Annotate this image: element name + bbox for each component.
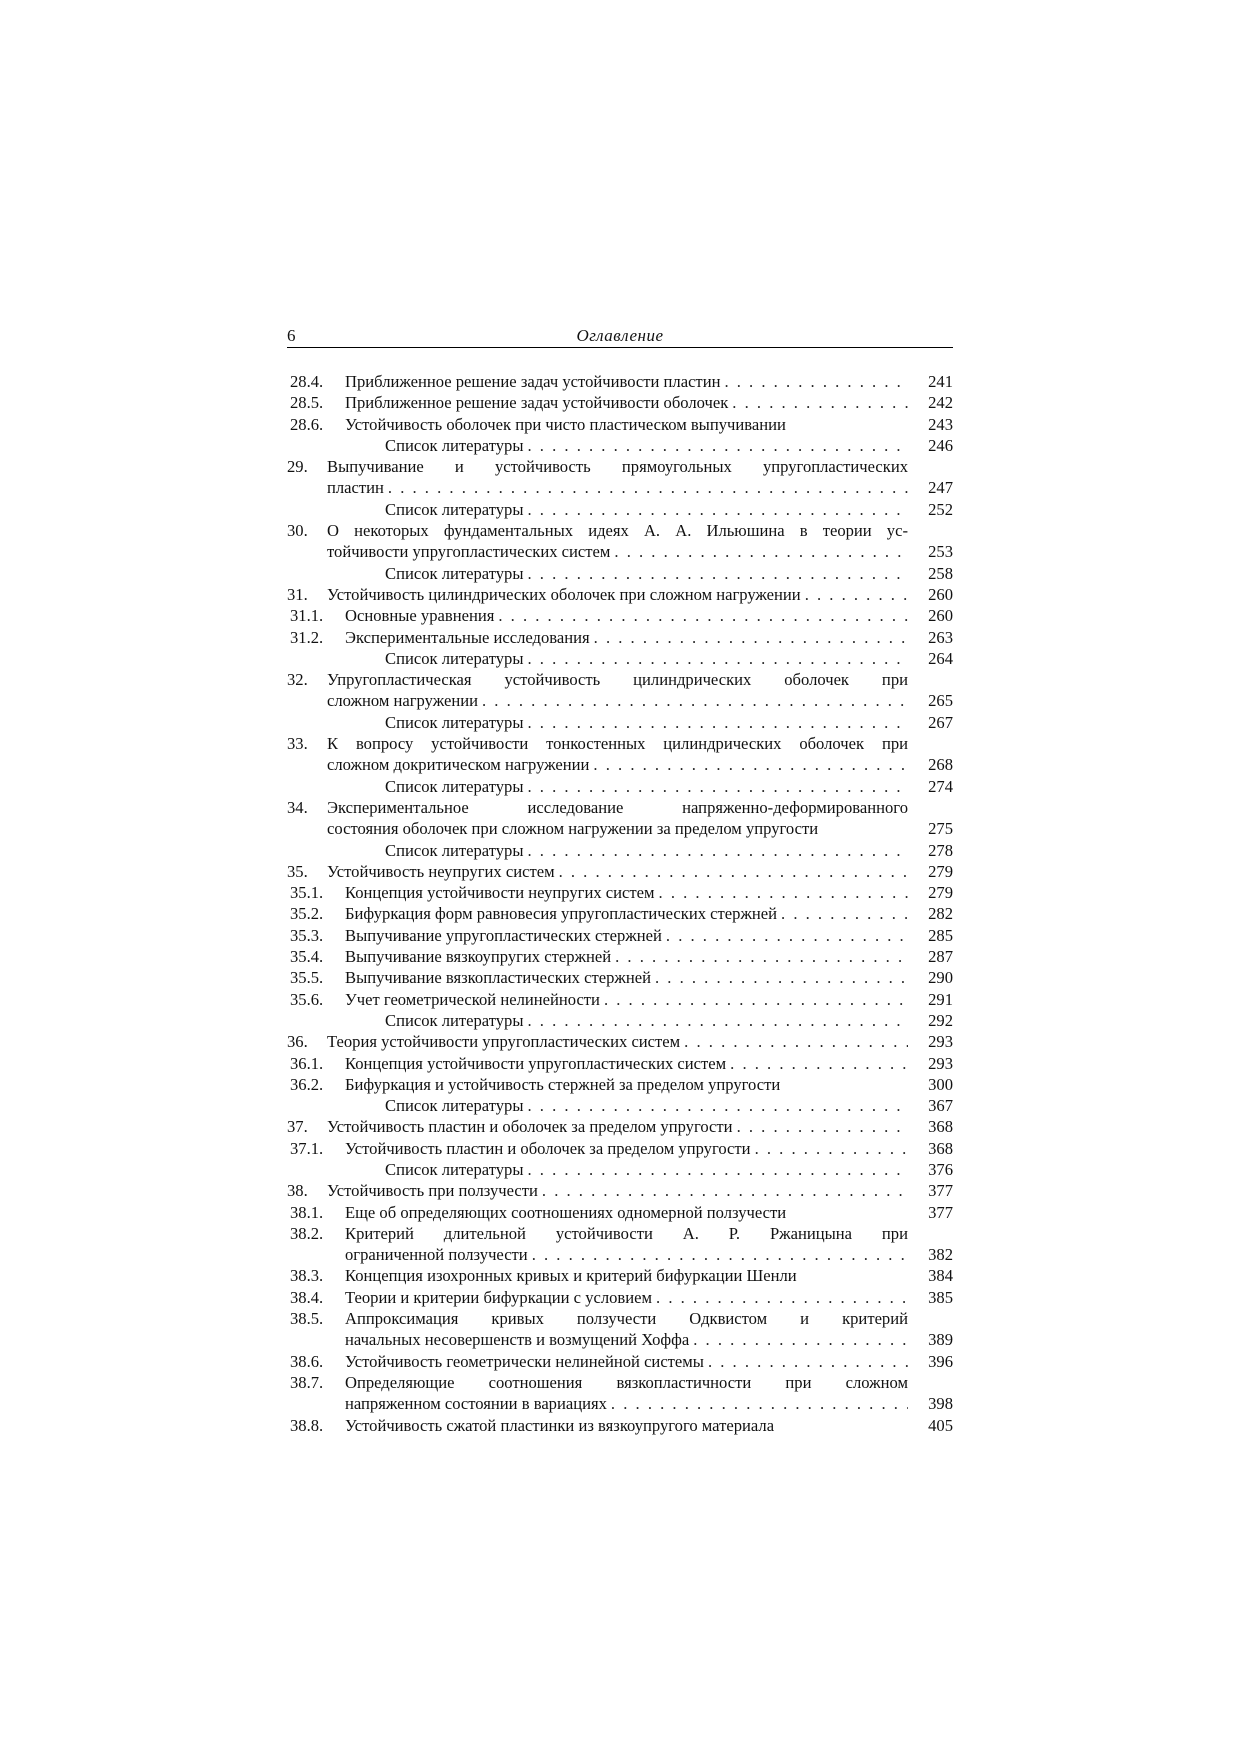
toc-entry-number: 31. <box>287 584 308 604</box>
toc-entry-text: начальных несовершенств и возмущений Хоффа <box>345 1330 690 1350</box>
dot-leader <box>777 903 908 924</box>
running-header <box>287 325 953 348</box>
toc-section <box>287 882 953 903</box>
dot-leader <box>494 605 908 626</box>
dot-leader <box>600 989 908 1010</box>
toc-page-number: 278 <box>928 840 953 860</box>
toc-entry-number: 38.7. <box>290 1372 324 1392</box>
toc-chapter <box>287 861 953 882</box>
toc-page-number: 247 <box>928 478 953 498</box>
toc-entry-title <box>345 1372 908 1415</box>
toc-page-number: 260 <box>928 584 953 604</box>
toc-page-number: 389 <box>928 1330 953 1350</box>
toc-page-number: 265 <box>928 691 953 711</box>
toc-entry-title <box>327 584 908 605</box>
dot-leader <box>720 371 908 392</box>
toc-entry-title <box>345 1053 908 1074</box>
toc-entry-title <box>327 861 908 882</box>
dot-leader <box>524 648 909 669</box>
toc-section <box>287 392 953 413</box>
toc-entry-title <box>345 903 908 924</box>
toc-entry-number: 38.2. <box>290 1223 324 1243</box>
toc-references <box>287 1010 953 1031</box>
toc-entry-text: К вопросу устойчивости тонкостенных цилиндрических оболочек при <box>327 734 908 754</box>
toc-entry-title <box>327 1180 908 1201</box>
toc-entry-title <box>345 1308 908 1351</box>
toc-entry-text: сложном докритическом нагружении <box>327 755 590 775</box>
dot-leader <box>689 1329 908 1350</box>
dot-leader <box>611 946 908 967</box>
toc-chapter <box>287 1031 953 1052</box>
toc-references <box>287 712 953 733</box>
toc-entry-text: Бифуркация и устойчивость стержней за пределом упругости <box>345 1074 781 1094</box>
toc-entry-text: Устойчивость сжатой пластинки из вязкоупругого материала <box>345 1415 775 1435</box>
toc-entry-number: 35.5. <box>290 968 324 988</box>
toc-entry-text: Устойчивость при ползучести <box>327 1181 538 1201</box>
toc-entry-title <box>327 456 908 499</box>
table-of-contents <box>287 371 953 1436</box>
toc-page-number: 241 <box>928 372 953 391</box>
toc-page-number: 405 <box>928 1415 953 1435</box>
toc-entry-text: напряженном состоянии в вариациях <box>345 1394 607 1414</box>
toc-entry-title <box>385 1010 908 1031</box>
toc-entry-title <box>385 499 908 520</box>
toc-entry-text: Еще об определяющих соотношениях одномерной ползучести <box>345 1202 787 1222</box>
toc-entry-title <box>345 1265 908 1286</box>
toc-section <box>287 903 953 924</box>
toc-entry-text: сложном нагружении <box>327 691 478 711</box>
toc-entry-title <box>327 669 908 712</box>
toc-entry-number: 38.1. <box>290 1202 324 1222</box>
toc-entry-title <box>345 882 908 903</box>
toc-entry-title <box>345 414 908 435</box>
toc-entry-title <box>345 1223 908 1266</box>
dot-leader <box>524 435 909 456</box>
toc-entry-title <box>345 627 908 648</box>
toc-entry-title <box>327 1116 908 1137</box>
toc-entry-number: 35. <box>287 861 308 881</box>
toc-chapter <box>287 1180 953 1201</box>
toc-section <box>287 371 953 392</box>
toc-page-number: 243 <box>928 414 953 434</box>
toc-section <box>287 414 953 435</box>
dot-leader <box>524 563 909 584</box>
toc-entry-text: Теория устойчивости упругопластических систем <box>327 1032 681 1052</box>
toc-entry-number: 38.8. <box>290 1415 324 1435</box>
toc-entry-text: пластин <box>327 478 384 498</box>
toc-entry-title <box>345 392 908 413</box>
toc-entry-title <box>345 1202 908 1223</box>
toc-entry-title <box>345 371 908 392</box>
toc-page-number: 246 <box>928 435 953 455</box>
toc-entry-number: 34. <box>287 797 308 817</box>
toc-entry-text: Выпучивание и устойчивость прямоугольных упругопластических <box>327 457 908 477</box>
toc-entry-text: Аппроксимация кривых ползучести Одквистом и критерий <box>345 1309 908 1329</box>
toc-entry-text: тойчивости упругопластических систем <box>327 542 611 562</box>
toc-entry-title <box>385 1095 908 1116</box>
toc-entry-title <box>385 776 908 797</box>
toc-entry-text: Список литературы <box>385 499 524 519</box>
toc-entry-number: 33. <box>287 734 308 754</box>
dot-leader <box>751 1138 908 1159</box>
toc-chapter <box>287 733 953 776</box>
toc-entry-text: Основные уравнения <box>345 606 495 626</box>
toc-chapter <box>287 456 953 499</box>
toc-entry-text: Список литературы <box>385 712 524 732</box>
toc-chapter <box>287 1116 953 1137</box>
dot-leader <box>524 712 909 733</box>
toc-entry-text: Устойчивость пластин и оболочек за пределом упругости <box>327 1117 733 1137</box>
toc-page-number: 267 <box>928 712 953 732</box>
dot-leader <box>655 882 908 903</box>
toc-entry-title <box>385 648 908 669</box>
toc-page-number: 376 <box>928 1159 953 1179</box>
dot-leader <box>726 1053 908 1074</box>
dot-leader <box>524 776 909 797</box>
toc-page-number: 282 <box>928 904 953 924</box>
toc-entry-title <box>327 520 908 563</box>
toc-entry-title <box>385 1159 908 1180</box>
toc-entry-title <box>385 563 908 584</box>
dot-leader <box>478 690 908 711</box>
toc-entry-number: 28.4. <box>290 372 324 391</box>
toc-entry-title <box>345 925 908 946</box>
dot-leader <box>733 1116 908 1137</box>
dot-leader <box>555 861 908 882</box>
toc-entry-title <box>345 1074 908 1095</box>
toc-entry-number: 38.5. <box>290 1309 324 1329</box>
toc-section <box>287 627 953 648</box>
toc-entry-text: Экспериментальные исследования <box>345 627 590 647</box>
toc-section <box>287 1074 953 1095</box>
toc-references <box>287 1095 953 1116</box>
toc-references <box>287 1159 953 1180</box>
toc-entry-text: Определяющие соотношения вязкопластичности при сложном <box>345 1372 908 1392</box>
toc-entry-text: Устойчивость неупругих систем <box>327 861 555 881</box>
toc-section <box>287 925 953 946</box>
toc-page-number: 292 <box>928 1010 953 1030</box>
toc-entry-title <box>345 967 908 988</box>
toc-page-number: 385 <box>928 1287 953 1307</box>
toc-page-number: 242 <box>928 393 953 413</box>
toc-section <box>287 1308 953 1351</box>
toc-entry-title <box>345 1138 908 1159</box>
dot-leader <box>728 392 908 413</box>
toc-entry-text: Приближенное решение задач устойчивости оболочек <box>345 393 729 413</box>
toc-entry-number: 38.4. <box>290 1287 324 1307</box>
toc-entry-text: Список литературы <box>385 1096 524 1116</box>
toc-entry-text: Список литературы <box>385 776 524 796</box>
toc-page-number: 268 <box>928 755 953 775</box>
toc-entry-number: 35.3. <box>290 925 324 945</box>
dot-leader <box>524 1095 909 1116</box>
toc-page-number: 377 <box>928 1202 953 1222</box>
toc-entry-text: Экспериментальное исследование напряженно-деформированного <box>327 797 908 817</box>
dot-leader <box>704 1351 908 1372</box>
toc-section <box>287 989 953 1010</box>
toc-entry-number: 36.2. <box>290 1074 324 1094</box>
dot-leader <box>680 1031 908 1052</box>
toc-entry-title <box>345 989 908 1010</box>
dot-leader <box>524 840 909 861</box>
toc-section <box>287 1223 953 1266</box>
toc-entry-title <box>345 1287 908 1308</box>
toc-entry-text: Устойчивость цилиндрических оболочек при сложном нагружении <box>327 584 801 604</box>
toc-page-number: 293 <box>928 1053 953 1073</box>
toc-page-number: 382 <box>928 1245 953 1265</box>
toc-entry-text: Концепция устойчивости упругопластических систем <box>345 1053 727 1073</box>
toc-section <box>287 1053 953 1074</box>
toc-page-number: 285 <box>928 925 953 945</box>
toc-entry-text: Приближенное решение задач устойчивости пластин <box>345 372 721 391</box>
toc-section <box>287 946 953 967</box>
toc-page-number: 398 <box>928 1394 953 1414</box>
toc-entry-title <box>327 733 908 776</box>
toc-entry-text: Список литературы <box>385 840 524 860</box>
toc-entry-text: Концепция устойчивости неупругих систем <box>345 883 655 903</box>
toc-page-number: 367 <box>928 1096 953 1116</box>
toc-section <box>287 1415 953 1436</box>
toc-entry-number: 37. <box>287 1117 308 1137</box>
toc-chapter <box>287 669 953 712</box>
toc-entry-text: ограниченной ползучести <box>345 1245 528 1265</box>
toc-section <box>287 1138 953 1159</box>
toc-entry-text: Список литературы <box>385 435 524 455</box>
page-number: 6 <box>287 326 296 345</box>
toc-page-number: 396 <box>928 1351 953 1371</box>
toc-entry-title <box>385 435 908 456</box>
toc-page-number: 258 <box>928 563 953 583</box>
toc-entry-number: 38.6. <box>290 1351 324 1371</box>
toc-entry-number: 35.6. <box>290 989 324 1009</box>
toc-page-number: 252 <box>928 499 953 519</box>
dot-leader <box>589 754 908 775</box>
dot-leader <box>651 967 908 988</box>
toc-entry-text: Выпучивание вязкопластических стержней <box>345 968 651 988</box>
toc-entry-text: Концепция изохронных кривых и критерий бифуркации Шенли <box>345 1266 797 1286</box>
toc-page-number: 384 <box>928 1266 953 1286</box>
toc-entry-text: Упругопластическая устойчивость цилиндрических оболочек при <box>327 670 908 690</box>
toc-page-number: 293 <box>928 1032 953 1052</box>
toc-page-number: 263 <box>928 627 953 647</box>
toc-entry-text: Теории и критерии бифуркации с условием <box>345 1287 653 1307</box>
toc-entry-text: Выпучивание упругопластических стержней <box>345 925 662 945</box>
toc-entry-text: Список литературы <box>385 1010 524 1030</box>
toc-entry-text: О некоторых фундаментальных идеях А. А. Ильюшина в теории ус- <box>327 521 908 541</box>
toc-section <box>287 1202 953 1223</box>
dot-leader <box>384 477 908 498</box>
toc-entry-text: Устойчивость геометрически нелинейной системы <box>345 1351 704 1371</box>
dot-leader <box>528 1244 908 1265</box>
toc-section <box>287 1265 953 1286</box>
dot-leader <box>590 627 908 648</box>
toc-section <box>287 1287 953 1308</box>
toc-references <box>287 563 953 584</box>
toc-entry-number: 31.1. <box>290 606 324 626</box>
toc-entry-text: состояния оболочек при сложном нагружении за пределом упругости <box>327 819 819 839</box>
toc-section <box>287 967 953 988</box>
toc-entry-text: Устойчивость пластин и оболочек за пределом упругости <box>345 1138 751 1158</box>
toc-chapter <box>287 520 953 563</box>
toc-entry-text: Список литературы <box>385 1159 524 1179</box>
dot-leader <box>662 925 908 946</box>
toc-page-number: 279 <box>928 861 953 881</box>
toc-entry-number: 35.2. <box>290 904 324 924</box>
toc-entry-number: 35.1. <box>290 883 324 903</box>
toc-entry-number: 31.2. <box>290 627 324 647</box>
toc-entry-title <box>385 840 908 861</box>
toc-entry-number: 30. <box>287 521 308 541</box>
toc-entry-title <box>345 946 908 967</box>
toc-entry-text: Учет геометрической нелинейности <box>345 989 600 1009</box>
toc-entry-number: 38. <box>287 1181 308 1201</box>
toc-page-number: 260 <box>928 606 953 626</box>
toc-entry-number: 35.4. <box>290 947 324 967</box>
toc-references <box>287 840 953 861</box>
toc-page-number: 377 <box>928 1181 953 1201</box>
toc-entry-number: 37.1. <box>290 1138 324 1158</box>
toc-entry-text: Список литературы <box>385 648 524 668</box>
toc-page-number: 290 <box>928 968 953 988</box>
toc-entry-text: Выпучивание вязкоупругих стержней <box>345 947 612 967</box>
toc-page-number: 274 <box>928 776 953 796</box>
dot-leader <box>538 1180 908 1201</box>
toc-entry-number: 28.6. <box>290 414 324 434</box>
toc-page-number: 279 <box>928 883 953 903</box>
toc-entry-number: 29. <box>287 457 308 477</box>
toc-page-number: 253 <box>928 542 953 562</box>
toc-section <box>287 1372 953 1415</box>
toc-references <box>287 435 953 456</box>
dot-leader <box>801 584 908 605</box>
toc-entry-number: 32. <box>287 670 308 690</box>
running-title: Оглавление <box>576 326 664 345</box>
toc-entry-text: Бифуркация форм равновесия упругопластических стержней <box>345 904 778 924</box>
toc-entry-text: Критерий длительной устойчивости А. Р. Ржаницына при <box>345 1223 908 1243</box>
toc-section <box>287 605 953 626</box>
toc-chapter <box>287 797 953 840</box>
dot-leader <box>524 499 909 520</box>
toc-section <box>287 1351 953 1372</box>
toc-entry-number: 28.5. <box>290 393 324 413</box>
toc-entry-title <box>327 1031 908 1052</box>
toc-entry-title <box>345 605 908 626</box>
toc-entry-number: 38.3. <box>290 1266 324 1286</box>
toc-page-number: 287 <box>928 947 953 967</box>
toc-page-number: 368 <box>928 1117 953 1137</box>
toc-entry-text: Устойчивость оболочек при чисто пластическом выпучивании <box>345 414 786 434</box>
dot-leader <box>524 1159 909 1180</box>
dot-leader <box>610 541 908 562</box>
toc-entry-number: 36.1. <box>290 1053 324 1073</box>
toc-references <box>287 648 953 669</box>
toc-entry-number: 36. <box>287 1032 308 1052</box>
toc-page-number: 275 <box>928 819 953 839</box>
toc-references <box>287 499 953 520</box>
toc-entry-text: Список литературы <box>385 563 524 583</box>
toc-chapter <box>287 584 953 605</box>
toc-entry-title <box>327 797 908 840</box>
dot-leader <box>524 1010 909 1031</box>
toc-page-number: 291 <box>928 989 953 1009</box>
toc-references <box>287 776 953 797</box>
toc-entry-title <box>385 712 908 733</box>
dot-leader <box>607 1393 908 1414</box>
toc-page-number: 264 <box>928 648 953 668</box>
toc-page-number: 368 <box>928 1138 953 1158</box>
toc-entry-title <box>345 1351 908 1372</box>
toc-entry-title <box>345 1415 908 1436</box>
toc-page-number: 300 <box>928 1074 953 1094</box>
dot-leader <box>652 1287 908 1308</box>
